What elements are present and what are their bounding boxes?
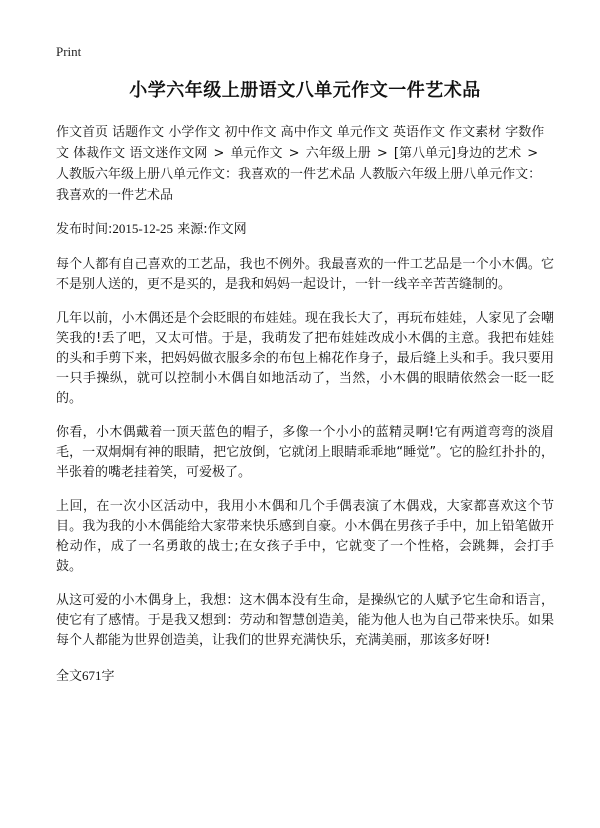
nav-link[interactable]: 初中作文 (224, 125, 277, 140)
source-label: 来源: (177, 222, 208, 237)
article-paragraph: 上回，在一次小区活动中，我用小木偶和几个手偶表演了木偶戏，大家都喜欢这个节目。我为我的小木偶能给大家带来快乐感到自豪。小木偶在男孩子手中，加上铅笔做开枪动作，成了一名勇敢的战士;在女孩子手中，它就变了一个性格，会跳舞，会打手鼓。 (56, 499, 554, 574)
page-title: 小学六年级上册语文八单元作文一件艺术品 (129, 80, 481, 101)
breadcrumb-link[interactable]: 单元作文 (230, 146, 283, 161)
print-link[interactable]: Print (56, 44, 82, 59)
breadcrumb-separator: > (288, 146, 300, 161)
breadcrumb-separator: > (376, 146, 388, 161)
breadcrumb-separator: > (527, 146, 539, 161)
source-value: 作文网 (207, 222, 247, 237)
nav-link[interactable]: 话题作文 (112, 125, 165, 140)
nav-link[interactable]: 英语作文 (392, 125, 445, 140)
breadcrumb-current: 人教版六年级上册八单元作文：我喜欢的一件艺术品 (56, 167, 542, 203)
breadcrumb (56, 122, 554, 206)
word-count-prefix: 全文 (56, 669, 83, 684)
nav-link[interactable]: 小学作文 (168, 125, 221, 140)
nav-link[interactable]: 字数作文 (56, 125, 545, 161)
publish-label: 发布时间: (56, 222, 113, 237)
article-paragraph: 你看，小木偶戴着一顶天蓝色的帽子，多像一个小小的蓝精灵啊!它有两道弯弯的淡眉毛，一双炯炯有神的眼睛，把它放倒，它就闭上眼睛乖乖地“睡觉”。它的脸红扑扑的，半张着的嘴老挂着笑，可爱极了。 (56, 425, 554, 480)
nav-link[interactable]: 作文首页 (56, 125, 109, 140)
nav-link[interactable]: 单元作文 (336, 125, 389, 140)
article-meta (56, 220, 554, 239)
breadcrumb-separator: > (213, 146, 225, 161)
nav-link[interactable]: 体裁作文 (73, 146, 126, 161)
nav-link[interactable]: 语文迷作文网 (129, 146, 208, 161)
breadcrumb-link[interactable]: 人教版六年级上册八单元作文：我喜欢的一件艺术品 (56, 167, 356, 182)
breadcrumb-link[interactable]: 六年级上册 (305, 146, 371, 161)
word-count-suffix: 字 (101, 669, 115, 684)
publish-date: 2015-12-25 (112, 221, 174, 236)
article-paragraph: 几年以前，小木偶还是个会眨眼的布娃娃。现在我长大了，再玩布娃娃，人家见了会嘲笑我的!丢了吧，又太可惜。于是，我萌发了把布娃娃改成小木偶的主意。我把布娃娃的头和手剪下来，把妈妈做衣服多余的布包上棉花作身子，最后缝上头和手。我只要用一只手操纵，就可以控制小木偶自如地活动了，当然，小木偶的眼睛依然会一眨一眨的。 (56, 311, 554, 406)
word-count (56, 665, 554, 684)
word-count-number: 671 (82, 668, 102, 683)
article-body (56, 255, 554, 651)
breadcrumb-link[interactable]: [第八单元]身边的艺术 (393, 146, 522, 161)
nav-link[interactable]: 作文素材 (449, 125, 502, 140)
article-paragraph: 每个人都有自己喜欢的工艺品，我也不例外。我最喜欢的一件工艺品是一个小木偶。它不是别人送的，更不是买的，是我和妈妈一起设计，一针一线辛辛苦苦缝制的。 (56, 257, 554, 292)
nav-link[interactable]: 高中作文 (280, 125, 333, 140)
article-paragraph: 从这可爱的小木偶身上，我想：这木偶本没有生命，是操纵它的人赋予它生命和语言，使它有了感情。于是我又想到：劳动和智慧创造美，能为他人也为自己带来快乐。如果每个人都能为世界创造美，让我们的世界充满快乐，充满美丽，那该多好呀! (56, 593, 554, 648)
